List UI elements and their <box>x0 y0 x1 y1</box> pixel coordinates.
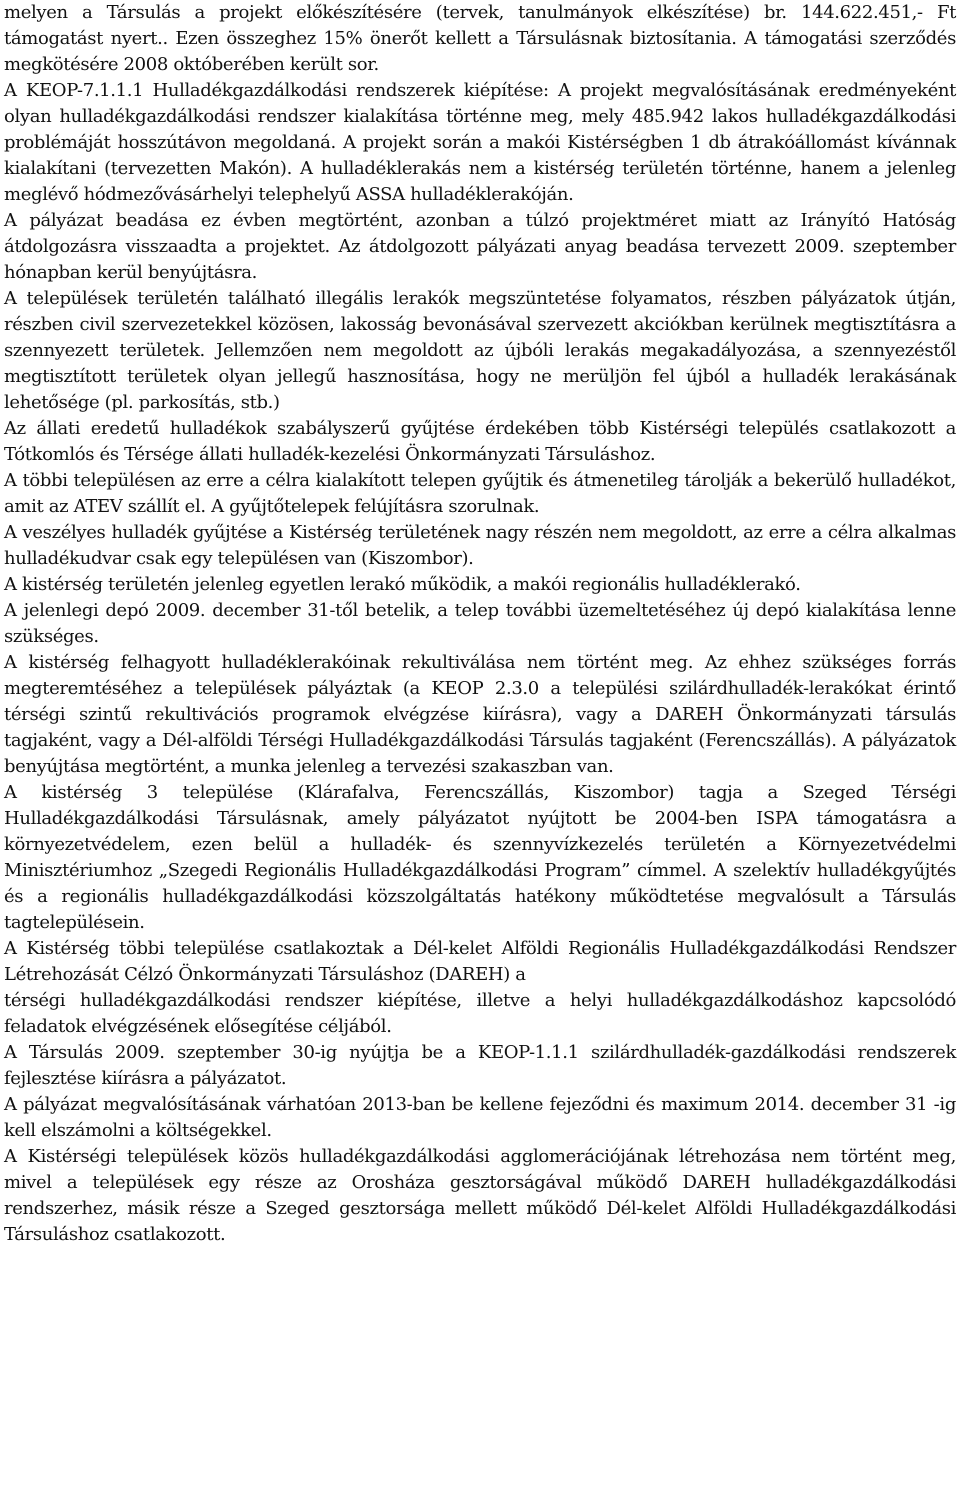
paragraph: térségi hulladékgazdálkodási rendszer kiépítése, illetve a helyi hulladékgazdálkodáshoz kapcsolódó feladatok elvégzésének elősegítése céljából. <box>4 990 956 1037</box>
paragraph: Az állati eredetű hulladékok szabályszerű gyűjtése érdekében több Kistérségi település csatlakozott a Tótkomlós és Térsége állati hulladék-kezelési Önkormányzati Társuláshoz. <box>4 418 956 465</box>
paragraph: A Kistérségi települések közös hulladékgazdálkodási agglomerációjának létrehozása nem történt meg, mivel a települések egy része az Orosháza gesztorságával működő DAREH hulladékgazdálkodási rendszerhez, másik része a Szeged gesztorsága mellett működő Dél-kelet Alföldi Hulladékgazdálkodási Társuláshoz csatlakozott. <box>4 1146 956 1245</box>
paragraph: A kistérség felhagyott hulladéklerakóinak rekultiválása nem történt meg. Az ehhez szükséges forrás megteremtéséhez a települések pályáztak (a KEOP 2.3.0 a települési szilárdhulladék-lerakókat érintő térségi szintű rekultivációs programok elvégzése kiírásra), vagy a DAREH Önkormányzati társulás tagjaként, vagy a Dél-alföldi Térségi Hulladékgazdálkodási Társulás tagjaként (Ferencszállás). A pályázatok benyújtása megtörtént, a munka jelenleg a tervezési szakaszban van. <box>4 652 956 777</box>
paragraph: A többi településen az erre a célra kialakított telepen gyűjtik és átmenetileg tárolják a bekerülő hulladékot, amit az ATEV szállít el. A gyűjtőtelepek felújításra szorulnak. <box>4 470 956 517</box>
paragraph: A KEOP-7.1.1.1 Hulladékgazdálkodási rendszerek kiépítése: A projekt megvalósításának eredményeként olyan hulladékgazdálkodási rendszer kialakítása történne meg, mely 485.942 lakos hulladékgazdálkodási problémáját hosszútávon megoldaná. A projekt során a makói Kistérségben 1 db átrakóállomást kívánnak kialakítani (tervezetten Makón). A hulladéklerakás nem a kistérség területén történne, hanem a jelenleg meglévő hódmezővásárhelyi telephelyű ASSA hulladéklerakóján. <box>4 80 956 205</box>
paragraph: A Társulás 2009. szeptember 30-ig nyújtja be a KEOP-1.1.1 szilárdhulladék-gazdálkodási rendszerek fejlesztése kiírásra a pályázatot. <box>4 1042 956 1089</box>
paragraph: A kistérség területén jelenleg egyetlen lerakó működik, a makói regionális hulladéklerakó. <box>4 574 801 595</box>
paragraph: melyen a Társulás a projekt előkészítésére (tervek, tanulmányok elkészítése) br. 144.622.451,- Ft támogatást nyert.. Ezen összeghez 15% önerőt kellett a Társulásnak biztosítania. A támogatási szerződés megkötésére 2008 októberében került sor. <box>4 2 956 75</box>
paragraph: A pályázat beadása ez évben megtörtént, azonban a túlzó projektméret miatt az Irányító Hatóság átdolgozásra visszaadta a projektet. Az átdolgozott pályázati anyag beadása tervezett 2009. szeptember hónapban kerül benyújtásra. <box>4 210 956 283</box>
paragraph: A pályázat megvalósításának várhatóan 2013-ban be kellene fejeződni és maximum 2014. december 31 -ig kell elszámolni a költségekkel. <box>4 1094 956 1141</box>
paragraph: A Kistérség többi települése csatlakoztak a Dél-kelet Alföldi Regionális Hulladékgazdálkodási Rendszer Létrehozását Célzó Önkormányzati Társuláshoz (DAREH) a <box>4 938 956 985</box>
paragraph: A települések területén található illegális lerakók megszüntetése folyamatos, részben pályázatok útján, részben civil szervezetekkel közösen, lakosság bevonásával szervezett akciókban kerülnek megtisztításra a szennyezett területek. Jellemzően nem megoldott az újbóli lerakás megakadályozása, a szennyezéstől megtisztított területek olyan jellegű hasznosítása, hogy ne merüljön fel újból a hulladék lerakásának lehetősége (pl. parkosítás, stb.) <box>4 288 956 413</box>
paragraph: A jelenlegi depó 2009. december 31-től betelik, a telep további üzemeltetéséhez új depó kialakítása lenne szükséges. <box>4 600 956 647</box>
paragraph: A kistérség 3 települése (Klárafalva, Ferencszállás, Kiszombor) tagja a Szeged Térségi Hulladékgazdálkodási Társulásnak, amely pályázatot nyújtott be 2004-ben ISPA támogatásra a környezetvédelem, ezen belül a hulladék- és szennyvízkezelés területén a Környezetvédelmi Minisztériumhoz „Szegedi Regionális Hulladékgazdálkodási Program” címmel. A szelektív hulladékgyűjtés és a regionális hulladékgazdálkodási közszolgáltatás hatékony működtetése megvalósult a Társulás tagtelepülésein. <box>4 782 956 933</box>
paragraph: A veszélyes hulladék gyűjtése a Kistérség területének nagy részén nem megoldott, az erre a célra alkalmas hulladékudvar csak egy településen van (Kiszombor). <box>4 522 956 569</box>
